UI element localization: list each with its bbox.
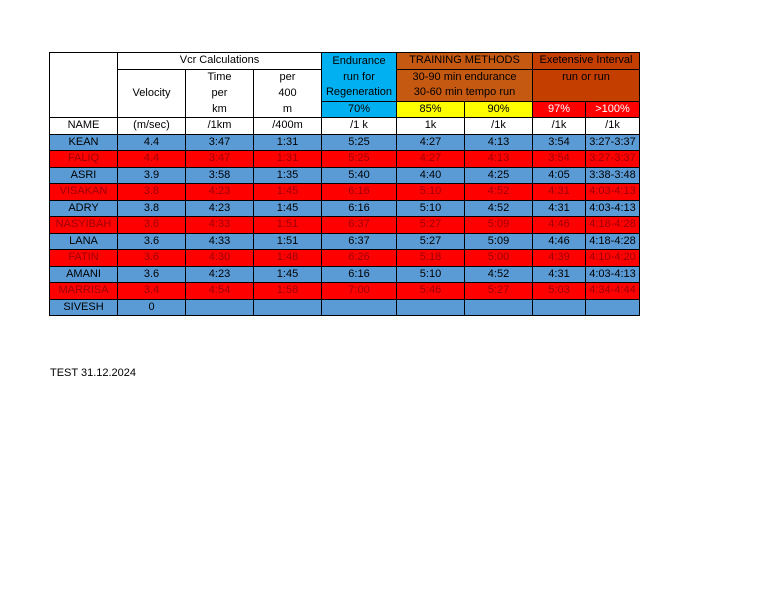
cell-v[interactable]: 3.6 bbox=[118, 217, 186, 234]
m-label[interactable]: m bbox=[254, 101, 322, 118]
pct-70[interactable]: 70% bbox=[322, 101, 397, 118]
cell-p97[interactable] bbox=[533, 299, 586, 316]
cell-v[interactable]: 3.6 bbox=[118, 233, 186, 250]
cell-p100[interactable]: 4:10-4:20 bbox=[586, 250, 640, 267]
cell-km[interactable]: 4:23 bbox=[186, 266, 254, 283]
tm-line1[interactable]: 30-90 min endurance bbox=[397, 69, 533, 85]
cell-name[interactable]: FALIQ bbox=[50, 151, 118, 168]
cell-p90[interactable]: 4:52 bbox=[465, 266, 533, 283]
cell-p100[interactable]: 4:18-4:28 bbox=[586, 233, 640, 250]
cell-e70[interactable]: 5:25 bbox=[322, 151, 397, 168]
cell-p97[interactable]: 4:31 bbox=[533, 184, 586, 201]
cell-p97[interactable]: 4:31 bbox=[533, 200, 586, 217]
cell-m400[interactable]: 1:45 bbox=[254, 184, 322, 201]
pct-100[interactable]: >100% bbox=[586, 101, 640, 118]
cell-p100[interactable]: 4:34-4:44 bbox=[586, 283, 640, 300]
unit-100[interactable]: /1k bbox=[586, 118, 640, 135]
table-row bbox=[50, 184, 640, 201]
cell-p97[interactable]: 3:54 bbox=[533, 134, 586, 151]
cell-p85[interactable]: 5:10 bbox=[397, 184, 465, 201]
cell-v[interactable]: 3.6 bbox=[118, 250, 186, 267]
cell-p100[interactable]: 4:03-4:13 bbox=[586, 200, 640, 217]
per-label[interactable]: per bbox=[254, 69, 322, 85]
cell-v[interactable]: 3.8 bbox=[118, 200, 186, 217]
unit-90[interactable]: /1k bbox=[465, 118, 533, 135]
cell-p90[interactable]: 4:52 bbox=[465, 200, 533, 217]
empty-cell[interactable] bbox=[50, 53, 118, 70]
cell-p90[interactable]: 5:00 bbox=[465, 250, 533, 267]
cell-e70[interactable]: 5:25 bbox=[322, 134, 397, 151]
cell-km[interactable]: 4:33 bbox=[186, 233, 254, 250]
cell-p100[interactable]: 3:27-3:37 bbox=[586, 151, 640, 168]
table-row bbox=[50, 299, 640, 316]
cell-name[interactable]: LANA bbox=[50, 233, 118, 250]
cell-name[interactable]: SIVESH bbox=[50, 299, 118, 316]
table-row bbox=[50, 151, 640, 168]
cell-p90[interactable]: 5:09 bbox=[465, 217, 533, 234]
cell-km[interactable]: 4:33 bbox=[186, 217, 254, 234]
cell-km[interactable]: 4:54 bbox=[186, 283, 254, 300]
cell-e70[interactable]: 6:16 bbox=[322, 266, 397, 283]
unit-km[interactable]: /1km bbox=[186, 118, 254, 135]
cell-p100[interactable]: 4:03-4:13 bbox=[586, 266, 640, 283]
cell-p85[interactable]: 5:18 bbox=[397, 250, 465, 267]
cell-p85[interactable]: 5:10 bbox=[397, 266, 465, 283]
cell-name[interactable]: KEAN bbox=[50, 134, 118, 151]
cell-p90[interactable]: 5:27 bbox=[465, 283, 533, 300]
cell-name[interactable]: ASRI bbox=[50, 167, 118, 184]
velocity-label[interactable]: Velocity bbox=[118, 85, 186, 101]
cell-p97[interactable]: 5:03 bbox=[533, 283, 586, 300]
cell-p90[interactable]: 4:13 bbox=[465, 134, 533, 151]
cell-p85[interactable]: 5:27 bbox=[397, 233, 465, 250]
cell-m400[interactable]: 1:58 bbox=[254, 283, 322, 300]
cell-p97[interactable]: 4:46 bbox=[533, 233, 586, 250]
cell-v[interactable]: 3.9 bbox=[118, 167, 186, 184]
cell-p97[interactable]: 3:54 bbox=[533, 151, 586, 168]
per-label-2[interactable]: per bbox=[186, 85, 254, 101]
400-label[interactable]: 400 bbox=[254, 85, 322, 101]
cell-p97[interactable]: 4:39 bbox=[533, 250, 586, 267]
cell-e70[interactable] bbox=[322, 299, 397, 316]
cell-m400[interactable]: 1:51 bbox=[254, 233, 322, 250]
cell-km[interactable]: 3:58 bbox=[186, 167, 254, 184]
cell-name[interactable]: MARRISA bbox=[50, 283, 118, 300]
extensive-interval-header[interactable]: Exetensive Interval bbox=[533, 53, 640, 70]
cell-p85[interactable]: 5:10 bbox=[397, 200, 465, 217]
unit-85[interactable]: 1k bbox=[397, 118, 465, 135]
km-label[interactable]: km bbox=[186, 101, 254, 118]
unit-velocity[interactable]: (m/sec) bbox=[118, 118, 186, 135]
cell-p90[interactable]: 4:25 bbox=[465, 167, 533, 184]
cell-p100[interactable]: 4:18-4:28 bbox=[586, 217, 640, 234]
cell-v[interactable]: 0 bbox=[118, 299, 186, 316]
cell-m400[interactable]: 1:35 bbox=[254, 167, 322, 184]
cell-e70[interactable]: 6:37 bbox=[322, 233, 397, 250]
cell-name[interactable]: AMANI bbox=[50, 266, 118, 283]
test-date-note[interactable]: TEST 31.12.2024 bbox=[50, 367, 137, 379]
pct-90[interactable]: 90% bbox=[465, 101, 533, 118]
training-table bbox=[49, 52, 640, 316]
cell-p85[interactable]: 5:46 bbox=[397, 283, 465, 300]
cell-p97[interactable]: 4:05 bbox=[533, 167, 586, 184]
table-row bbox=[50, 134, 640, 151]
cell-km[interactable]: 4:23 bbox=[186, 200, 254, 217]
table-row bbox=[50, 167, 640, 184]
unit-70[interactable]: /1 k bbox=[322, 118, 397, 135]
empty-cell[interactable] bbox=[50, 69, 118, 85]
table-row bbox=[50, 250, 640, 267]
cell-p85[interactable] bbox=[397, 299, 465, 316]
empty-cell[interactable] bbox=[533, 85, 640, 101]
cell-p85[interactable]: 4:40 bbox=[397, 167, 465, 184]
cell-p97[interactable]: 4:31 bbox=[533, 266, 586, 283]
cell-p85[interactable]: 4:27 bbox=[397, 151, 465, 168]
cell-m400[interactable]: 1:45 bbox=[254, 200, 322, 217]
pct-97[interactable]: 97% bbox=[533, 101, 586, 118]
table-row bbox=[50, 283, 640, 300]
table-row bbox=[50, 266, 640, 283]
endurance-header[interactable]: Endurance bbox=[322, 53, 397, 70]
cell-name[interactable]: ADRY bbox=[50, 200, 118, 217]
cell-m400[interactable]: 1:45 bbox=[254, 266, 322, 283]
cell-name[interactable]: NASYIBAH bbox=[50, 217, 118, 234]
cell-p100[interactable]: 3:38-3:48 bbox=[586, 167, 640, 184]
cell-p90[interactable] bbox=[465, 299, 533, 316]
cell-m400[interactable]: 1:51 bbox=[254, 217, 322, 234]
empty-cell[interactable] bbox=[118, 101, 186, 118]
cell-name[interactable]: FATIN bbox=[50, 250, 118, 267]
cell-v[interactable]: 3.6 bbox=[118, 266, 186, 283]
cell-v[interactable]: 4.4 bbox=[118, 134, 186, 151]
cell-p90[interactable]: 4:13 bbox=[465, 151, 533, 168]
time-label[interactable]: Time bbox=[186, 69, 254, 85]
cell-e70[interactable]: 5:40 bbox=[322, 167, 397, 184]
cell-m400[interactable]: 1:48 bbox=[254, 250, 322, 267]
endurance-line2[interactable]: run for bbox=[322, 69, 397, 85]
cell-e70[interactable]: 6:16 bbox=[322, 200, 397, 217]
cell-e70[interactable]: 7:00 bbox=[322, 283, 397, 300]
cell-p85[interactable]: 5:27 bbox=[397, 217, 465, 234]
cell-p100[interactable]: 3:27-3:37 bbox=[586, 134, 640, 151]
cell-km[interactable]: 4:23 bbox=[186, 184, 254, 201]
empty-cell[interactable] bbox=[118, 69, 186, 85]
cell-km[interactable]: 3:47 bbox=[186, 134, 254, 151]
cell-p90[interactable]: 4:52 bbox=[465, 184, 533, 201]
empty-cell[interactable] bbox=[50, 101, 118, 118]
pct-85[interactable]: 85% bbox=[397, 101, 465, 118]
cell-v[interactable]: 3.4 bbox=[118, 283, 186, 300]
tm-line2[interactable]: 30-60 min tempo run bbox=[397, 85, 533, 101]
table-row bbox=[50, 233, 640, 250]
table-row bbox=[50, 217, 640, 234]
cell-p97[interactable]: 4:46 bbox=[533, 217, 586, 234]
cell-p100[interactable]: 4:03-4:13 bbox=[586, 184, 640, 201]
cell-v[interactable]: 3.8 bbox=[118, 184, 186, 201]
cell-name[interactable]: VISAKAN bbox=[50, 184, 118, 201]
cell-m400[interactable]: 1:31 bbox=[254, 134, 322, 151]
training-methods-header[interactable]: TRAINING METHODS bbox=[397, 53, 533, 70]
cell-p90[interactable]: 5:09 bbox=[465, 233, 533, 250]
unit-name[interactable]: NAME bbox=[50, 118, 118, 135]
cell-e70[interactable]: 6:37 bbox=[322, 217, 397, 234]
empty-cell[interactable] bbox=[50, 85, 118, 101]
vcr-calc-header[interactable]: Vcr Calculations bbox=[118, 53, 322, 70]
unit-400m[interactable]: /400m bbox=[254, 118, 322, 135]
unit-97[interactable]: /1k bbox=[533, 118, 586, 135]
cell-p85[interactable]: 4:27 bbox=[397, 134, 465, 151]
cell-km[interactable]: 4:30 bbox=[186, 250, 254, 267]
cell-e70[interactable]: 6:26 bbox=[322, 250, 397, 267]
cell-v[interactable]: 4.4 bbox=[118, 151, 186, 168]
cell-m400[interactable] bbox=[254, 299, 322, 316]
cell-km[interactable]: 3:47 bbox=[186, 151, 254, 168]
extensive-line2[interactable]: run or run bbox=[533, 69, 640, 85]
table-row bbox=[50, 200, 640, 217]
cell-e70[interactable]: 6:16 bbox=[322, 184, 397, 201]
cell-p100[interactable] bbox=[586, 299, 640, 316]
cell-km[interactable] bbox=[186, 299, 254, 316]
cell-m400[interactable]: 1:31 bbox=[254, 151, 322, 168]
endurance-line3[interactable]: Regeneration bbox=[322, 85, 397, 101]
